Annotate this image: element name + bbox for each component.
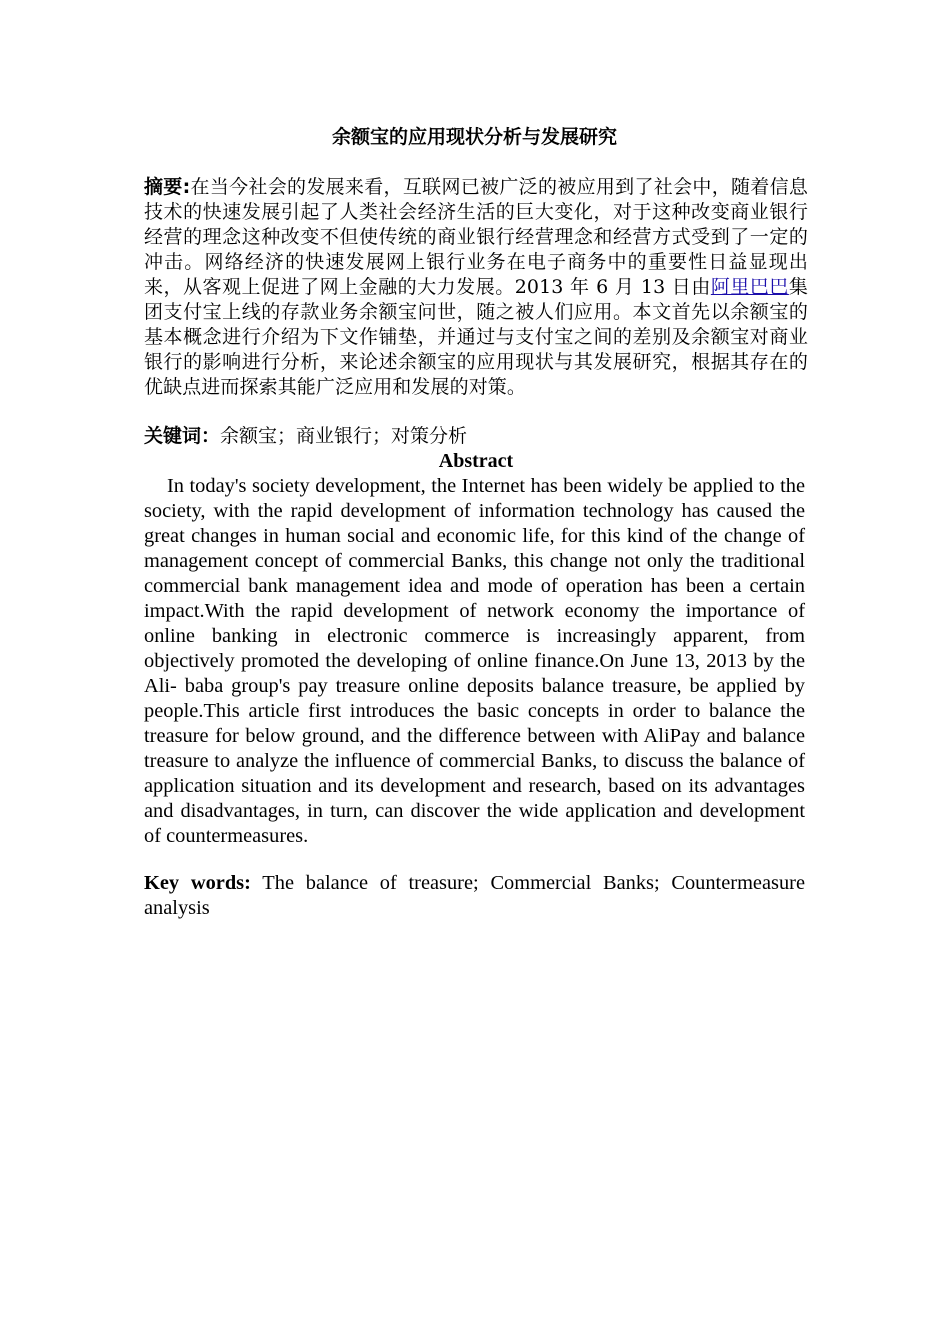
english-keywords-label: Key words: — [144, 872, 251, 894]
alibaba-link[interactable]: 阿里巴巴 — [710, 276, 789, 298]
abstract-text-part-2: 集团支付宝上线的存款业务余额宝问世，随之被人们应用。本文首先以余额宝的基本概念进行介绍为下文作铺垫，并通过与支付宝之间的差别及余额宝对商业银行的影响进行分析，来论述余额宝的应用现状与其发展研究，根据其存在的优缺点进而探索其能广泛应用和发展的对策。 — [144, 276, 808, 398]
chinese-abstract — [144, 175, 808, 400]
chinese-keywords — [144, 424, 808, 449]
abstract-label: 摘要: — [144, 176, 191, 198]
english-abstract-text: In today's society development, the Internet has been widely be applied to the society, with the rapid development of information technology has caused the great changes in human social and economic life, for this kind of the change of management concept of commercial Banks, this change not only the traditional commercial bank management idea and mode of operation has been a certain impact.With the rapid development of network economy the importance of online banking in electronic commerce is increasingly apparent, from objectively promoted the developing of online finance.On June 13, 2013 by the Ali- baba group's pay treasure online deposits balance treasure, be applied by people.This article first introduces the basic concepts in order to balance the treasure for below ground, and the difference between with AliPay and balance treasure to analyze the influence of commercial Banks, to discuss the balance of application situation and its development and research, based on its advantages and disadvantages, in turn, can discover the wide application and development of countermeasures. — [144, 475, 805, 847]
keywords-text: 余额宝；商业银行；对策分析 — [220, 425, 468, 447]
abstract-text-part-1: 在当今社会的发展来看，互联网已被广泛的被应用到了社会中，随着信息技术的快速发展引起了人类社会经济生活的巨大变化，对于这种改变商业银行经营的理念这种改变不但使传统的商业银行经营理念和经营方式受到了一定的冲击。网络经济的快速发展网上银行业务在电子商务中的重要性日益显现出来，从客观上促进了网上金融的大力发展。2013 年 6 月 13 日由 — [144, 176, 808, 298]
english-keywords — [144, 871, 805, 921]
english-abstract-heading: Abstract — [438, 450, 514, 472]
page-title: 余额宝的应用现状分析与发展研究 — [331, 126, 617, 148]
english-keywords-text: The balance of treasure; Commercial Banks; Countermeasure analysis — [144, 872, 805, 919]
keywords-label: 关键词： — [144, 425, 221, 447]
